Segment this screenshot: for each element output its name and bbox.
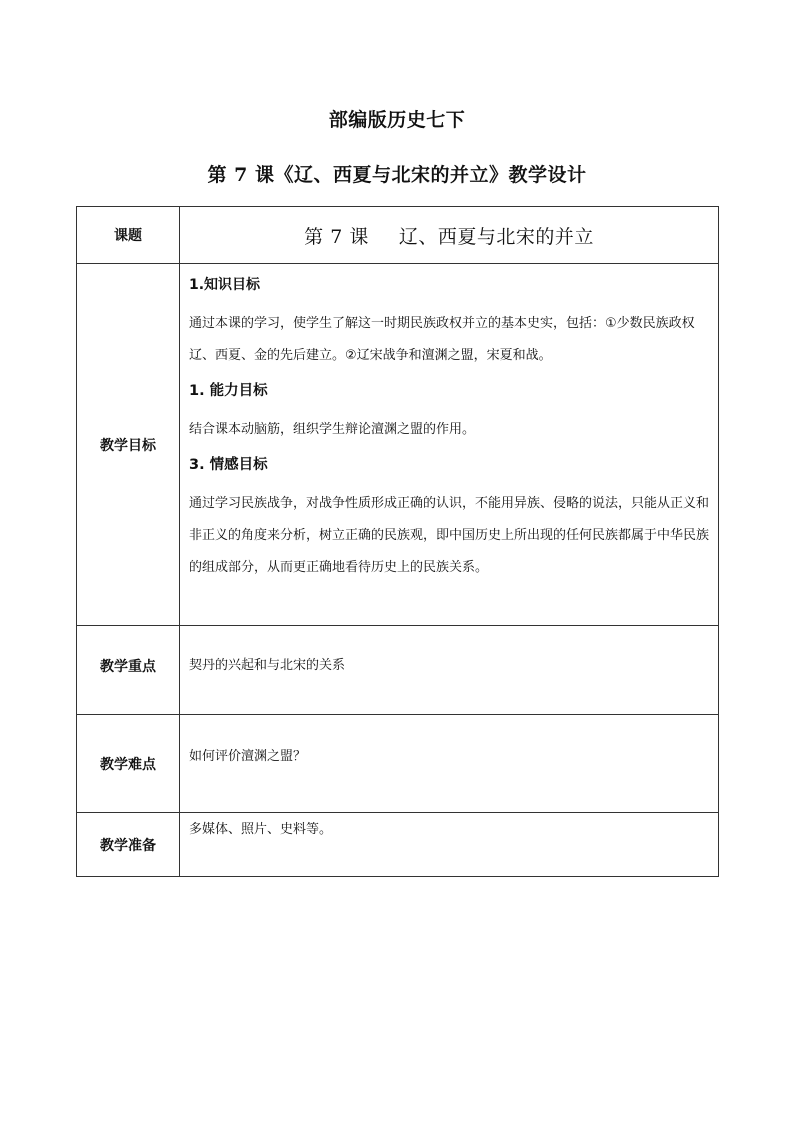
emotion-heading: 3. 情感目标: [189, 457, 268, 473]
table-row-key-points: [77, 626, 719, 715]
table-row-topic: [77, 207, 719, 264]
document-subtitle: 第 7 课《辽、西夏与北宋的并立》教学设计: [207, 164, 587, 186]
preparation-text: 多媒体、照片、史料等。: [189, 822, 333, 837]
knowledge-text: 通过本课的学习，使学生了解这一时期民族政权并立的基本史实，包括：①少数民族政权辽、西夏、金的先后建立。②辽宋战争和澶渊之盟，宋夏和战。: [189, 316, 695, 363]
topic-cell: [180, 207, 719, 264]
objectives-label: 教学目标: [77, 264, 180, 626]
key-points-text: 契丹的兴起和与北宋的关系: [189, 658, 346, 673]
table-row-objectives: [77, 264, 719, 626]
topic-name: 辽、西夏与北宋的并立: [398, 225, 594, 248]
lesson-plan-table: [76, 206, 719, 877]
topic-lesson: 第 7 课: [304, 225, 369, 248]
key-points-cell: [180, 626, 719, 715]
difficulties-text: 如何评价澶渊之盟？: [189, 749, 307, 764]
preparation-label: 教学准备: [77, 813, 180, 877]
difficulties-label: 教学难点: [77, 715, 180, 813]
table-row-difficulties: [77, 715, 719, 813]
knowledge-heading: 1.知识目标: [189, 277, 261, 293]
emotion-text: 通过学习民族战争，对战争性质形成正确的认识，不能用异族、侵略的说法，只能从正义和非正义的角度来分析，树立正确的民族观，即中国历史上所出现的任何民族都属于中华民族的组成部分，从而更正确地看待历史上的民族关系。: [189, 496, 710, 575]
ability-heading: 1. 能力目标: [189, 383, 268, 399]
objectives-cell: [180, 264, 719, 626]
difficulties-cell: [180, 715, 719, 813]
ability-text: 结合课本动脑筋，组织学生辩论澶渊之盟的作用。: [189, 422, 476, 437]
preparation-cell: [180, 813, 719, 877]
key-points-label: 教学重点: [77, 626, 180, 715]
topic-label: 课题: [77, 207, 180, 264]
table-row-preparation: [77, 813, 719, 877]
document-title: 部编版历史七下: [328, 109, 466, 131]
